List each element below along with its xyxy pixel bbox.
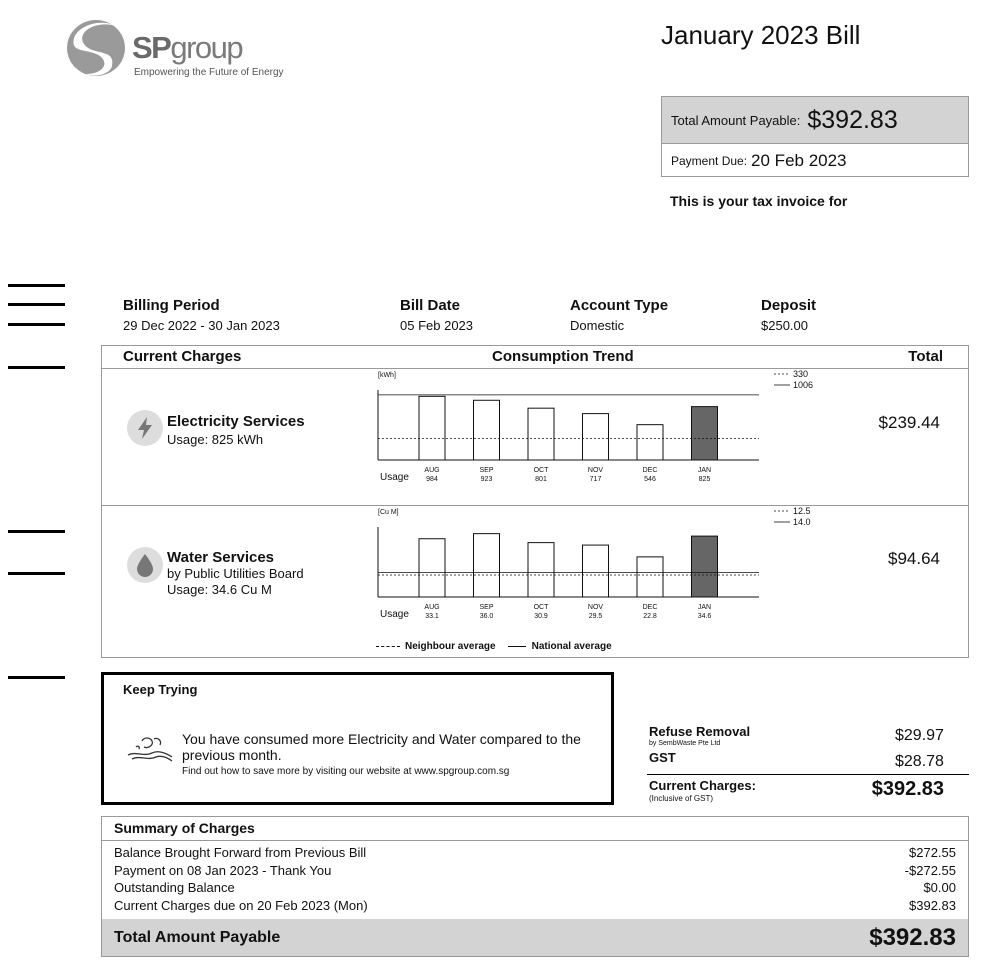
water-service-name: Water Services [167,549,275,566]
tick-label-aug: AUG [424,467,440,474]
bar-oct [528,408,554,460]
lightning-icon [127,410,163,446]
electricity-total: $239.44 [878,413,940,432]
margin-mark [8,572,65,575]
bar-sep [474,534,500,597]
value-label-oct: 801 [535,476,547,483]
water-total: $94.64 [888,549,940,568]
tick-label-dec: DEC [642,604,658,611]
electricity-usage: Usage: 825 kWh [167,432,264,447]
tick-label-jan: JAN [697,467,712,474]
neighbour-average-value: 12.5 [793,506,811,516]
tax-invoice-note: This is your tax invoice for [670,193,848,209]
margin-mark [8,366,65,369]
bar-aug [419,396,445,460]
legend-national-average: National average [531,641,612,652]
water-usage: Usage: 34.6 Cu M [167,582,272,597]
refuse-removal-provider: by SembWaste Pte Ltd [649,740,721,747]
chart-legend [376,641,612,652]
bar-jan [692,536,718,597]
margin-mark [8,530,65,533]
value-label-dec: 22.8 [643,613,657,620]
account-type-label: Account Type [570,297,669,314]
summary-row: Outstanding Balance $0.00 [114,880,956,895]
current-charges-heading: Current Charges [123,348,242,365]
total-payable-label: Total Amount Payable: [671,112,801,128]
summary-row: Balance Brought Forward from Previous Bill $272.55 [114,845,956,860]
bar-nov [583,414,609,460]
amount-payable-box [661,96,969,177]
value-label-sep: 923 [480,476,493,483]
brand-name: SPgroup [132,30,243,65]
value-label-nov: 717 [589,476,602,483]
current-charges-value: $392.83 [871,778,944,800]
summary-of-charges-panel [101,816,969,957]
water-provider: by Public Utilities Board [167,566,304,581]
bar-jan [692,407,718,460]
chart-unit-label: [kWh] [378,372,396,379]
consumption-trend-heading: Consumption Trend [492,348,634,365]
value-label-jan: 825 [698,476,711,483]
deposit-value: $250.00 [761,318,808,333]
tick-label-nov: NOV [587,604,604,611]
value-label-aug: 33.1 [425,613,439,620]
tick-label-aug: AUG [424,604,440,611]
tick-label-jan: JAN [697,604,712,611]
billing-period-value: 29 Dec 2022 - 30 Jan 2023 [123,318,280,333]
summary-row: Payment on 08 Jan 2023 - Thank You -$272.55 [114,863,956,878]
margin-mark [8,284,65,287]
payment-due-value: 20 Feb 2023 [751,150,847,170]
keep-trying-tip: Find out how to save more by visiting our website at www.spgroup.com.sg [182,766,510,777]
refuse-removal-label: Refuse Removal [649,724,751,739]
deposit-label: Deposit [761,297,817,314]
tick-label-oct: OCT [533,467,549,474]
tick-label-oct: OCT [533,604,549,611]
margin-mark [8,323,65,326]
gst-value: $28.78 [895,753,944,770]
bar-dec [637,557,663,597]
value-label-oct: 30.9 [534,613,548,620]
account-type-value: Domestic [570,318,625,333]
chart-unit-label: [Cu M] [378,509,399,516]
margin-mark [8,303,65,306]
bill-date-value: 05 Feb 2023 [400,318,474,333]
keep-trying-message: You have consumed more Electricity and Water compared to the previous month. [182,731,581,763]
value-label-sep: 36.0 [479,613,494,620]
tick-label-sep: SEP [479,467,494,474]
usage-row-label: Usage [380,609,409,620]
summary-row: Current Charges due on 20 Feb 2023 (Mon) $392.83 [114,898,956,913]
total-amount-payable-bar [102,919,968,956]
current-charges-panel [101,345,969,658]
refuse-removal-value: $29.97 [895,727,944,744]
total-payable-value: $392.83 [807,105,898,134]
total-amount-payable-label: Total Amount Payable [114,928,281,946]
national-average-value: 1006 [793,380,814,390]
electricity-service-name: Electricity Services [167,413,305,430]
tick-label-nov: NOV [587,467,604,474]
bar-dec [637,425,663,460]
keep-trying-panel [101,672,614,805]
neighbour-average-value: 330 [793,369,809,379]
brand-tagline: Empowering the Future of Energy [134,67,284,78]
legend-neighbour-average: Neighbour average [405,641,496,652]
total-heading: Total [908,348,943,365]
value-label-jan: 34.6 [697,613,712,620]
value-label-aug: 984 [426,476,438,483]
gst-label: GST [649,750,676,765]
tick-label-sep: SEP [479,604,494,611]
water-drop-icon [127,547,163,583]
tick-label-dec: DEC [642,467,658,474]
bar-oct [528,543,554,597]
usage-row-label: Usage [380,472,409,483]
current-charges-label: Current Charges: [649,778,756,793]
bill-date-label: Bill Date [400,297,461,314]
total-amount-payable-value: $392.83 [869,923,956,951]
hands-water-icon [124,733,176,767]
sp-logo-icon [66,18,130,78]
bar-sep [474,400,500,460]
payment-due-label: Payment Due: [671,153,748,168]
billing-period-label: Billing Period [123,297,220,314]
bar-nov [583,545,609,597]
value-label-dec: 546 [644,476,656,483]
current-charges-note: (Inclusive of GST) [649,794,714,803]
keep-trying-title: Keep Trying [123,682,198,697]
bar-aug [419,539,445,597]
bill-title: January 2023 Bill [661,20,861,50]
summary-title: Summary of Charges [114,820,255,836]
national-average-value: 14.0 [793,517,811,527]
charges-divider [647,774,969,775]
value-label-nov: 29.5 [588,613,603,620]
electricity-trend-chart [262,368,822,504]
water-trend-chart [262,505,822,633]
margin-mark [8,676,65,679]
